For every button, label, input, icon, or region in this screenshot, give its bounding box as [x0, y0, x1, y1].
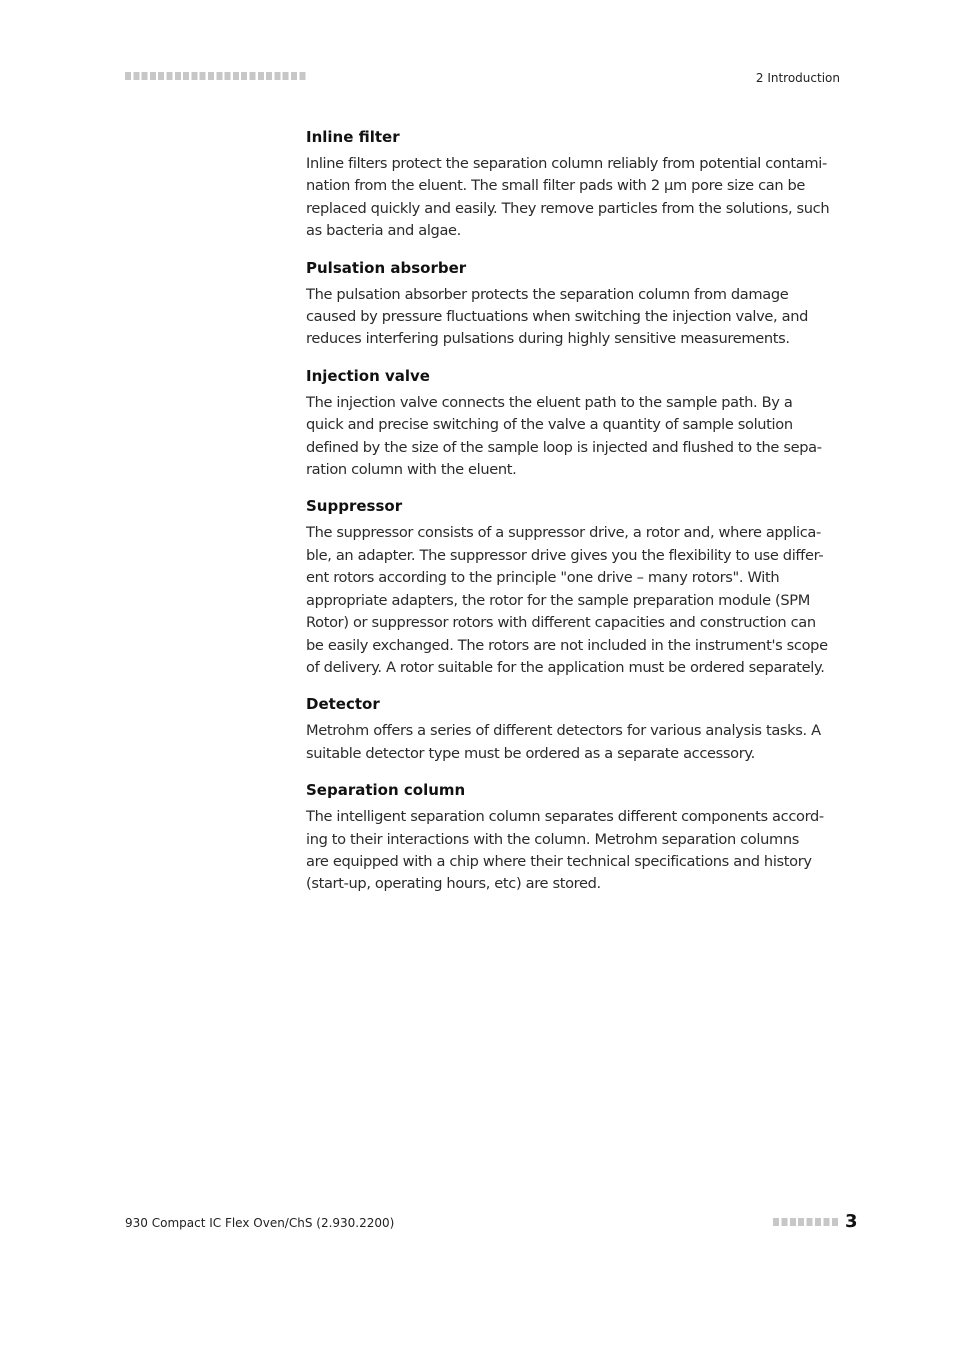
text-line: caused by pressure fluctuations when switching the injection valve, and — [306, 308, 809, 326]
running-header-chapter: 2 Introduction — [755, 71, 840, 85]
text-line: defined by the size of the sample loop is injected and flushed to the sepa- — [306, 438, 822, 456]
section-detector — [306, 693, 842, 765]
text-line: ing to their interactions with the column. Metrohm separation columns — [306, 830, 800, 848]
section-body — [306, 153, 842, 243]
section-title: Injection valve — [306, 366, 430, 385]
section-title: Detector — [306, 695, 380, 714]
text-line: nation from the eluent. The small filter pads with 2 µm pore size can be — [306, 177, 806, 195]
text-line: The pulsation absorber protects the separation column from damage — [306, 285, 789, 303]
page-number: 3 — [845, 1211, 858, 1232]
text-line: suitable detector type must be ordered as a separate accessory. — [306, 744, 755, 762]
text-line: are equipped with a chip where their technical specifications and history — [306, 852, 812, 870]
section-title: Suppressor — [306, 497, 403, 516]
text-line: ble, an adapter. The suppressor drive gives you the flexibility to use differ- — [306, 546, 824, 564]
text-line: The intelligent separation column separates different components accord- — [306, 808, 824, 826]
section-injection-valve — [306, 365, 842, 482]
section-body — [306, 392, 842, 482]
text-line: appropriate adapters, the rotor for the sample preparation module (SPM — [306, 591, 810, 609]
text-line: (start-up, operating hours, etc) are stored. — [306, 875, 601, 893]
text-line: Rotor) or suppressor rotors with different capacities and construction can — [306, 614, 816, 632]
text-line: The suppressor consists of a suppressor drive, a rotor and, where applica- — [306, 524, 821, 542]
footer-decorative-dots — [773, 1218, 840, 1226]
section-pulsation-absorber — [306, 257, 842, 351]
section-suppressor — [306, 495, 842, 679]
section-body — [306, 284, 842, 351]
text-line: as bacteria and algae. — [306, 222, 461, 240]
text-line: quick and precise switching of the valve a quantity of sample solution — [306, 416, 793, 434]
text-line: Inline filters protect the separation column reliably from potential contami- — [306, 155, 827, 172]
text-line: be easily exchanged. The rotors are not included in the instrument's scope — [306, 636, 828, 654]
section-body — [306, 522, 842, 679]
text-line: ration column with the eluent. — [306, 461, 517, 479]
text-line: The injection valve connects the eluent path to the sample path. By a — [306, 393, 793, 411]
footer-product-name: 930 Compact IC Flex Oven/ChS (2.930.2200) — [125, 1216, 395, 1230]
section-separation-column — [306, 779, 842, 896]
main-content — [306, 126, 842, 910]
section-body — [306, 806, 842, 896]
text-line: replaced quickly and easily. They remove particles from the solutions, such — [306, 199, 830, 217]
section-title: Separation column — [306, 781, 466, 800]
section-title: Inline filter — [306, 128, 400, 146]
text-line: ent rotors according to the principle "one drive – many rotors". With — [306, 569, 780, 587]
section-title: Pulsation absorber — [306, 258, 467, 277]
section-body — [306, 720, 842, 765]
section-inline-filter — [306, 126, 842, 243]
header-decorative-dots — [125, 72, 307, 80]
text-line: Metrohm offers a series of different detectors for various analysis tasks. A — [306, 722, 821, 740]
text-line: of delivery. A rotor suitable for the application must be ordered separately. — [306, 658, 825, 676]
text-line: reduces interfering pulsations during highly sensitive measurements. — [306, 330, 790, 348]
